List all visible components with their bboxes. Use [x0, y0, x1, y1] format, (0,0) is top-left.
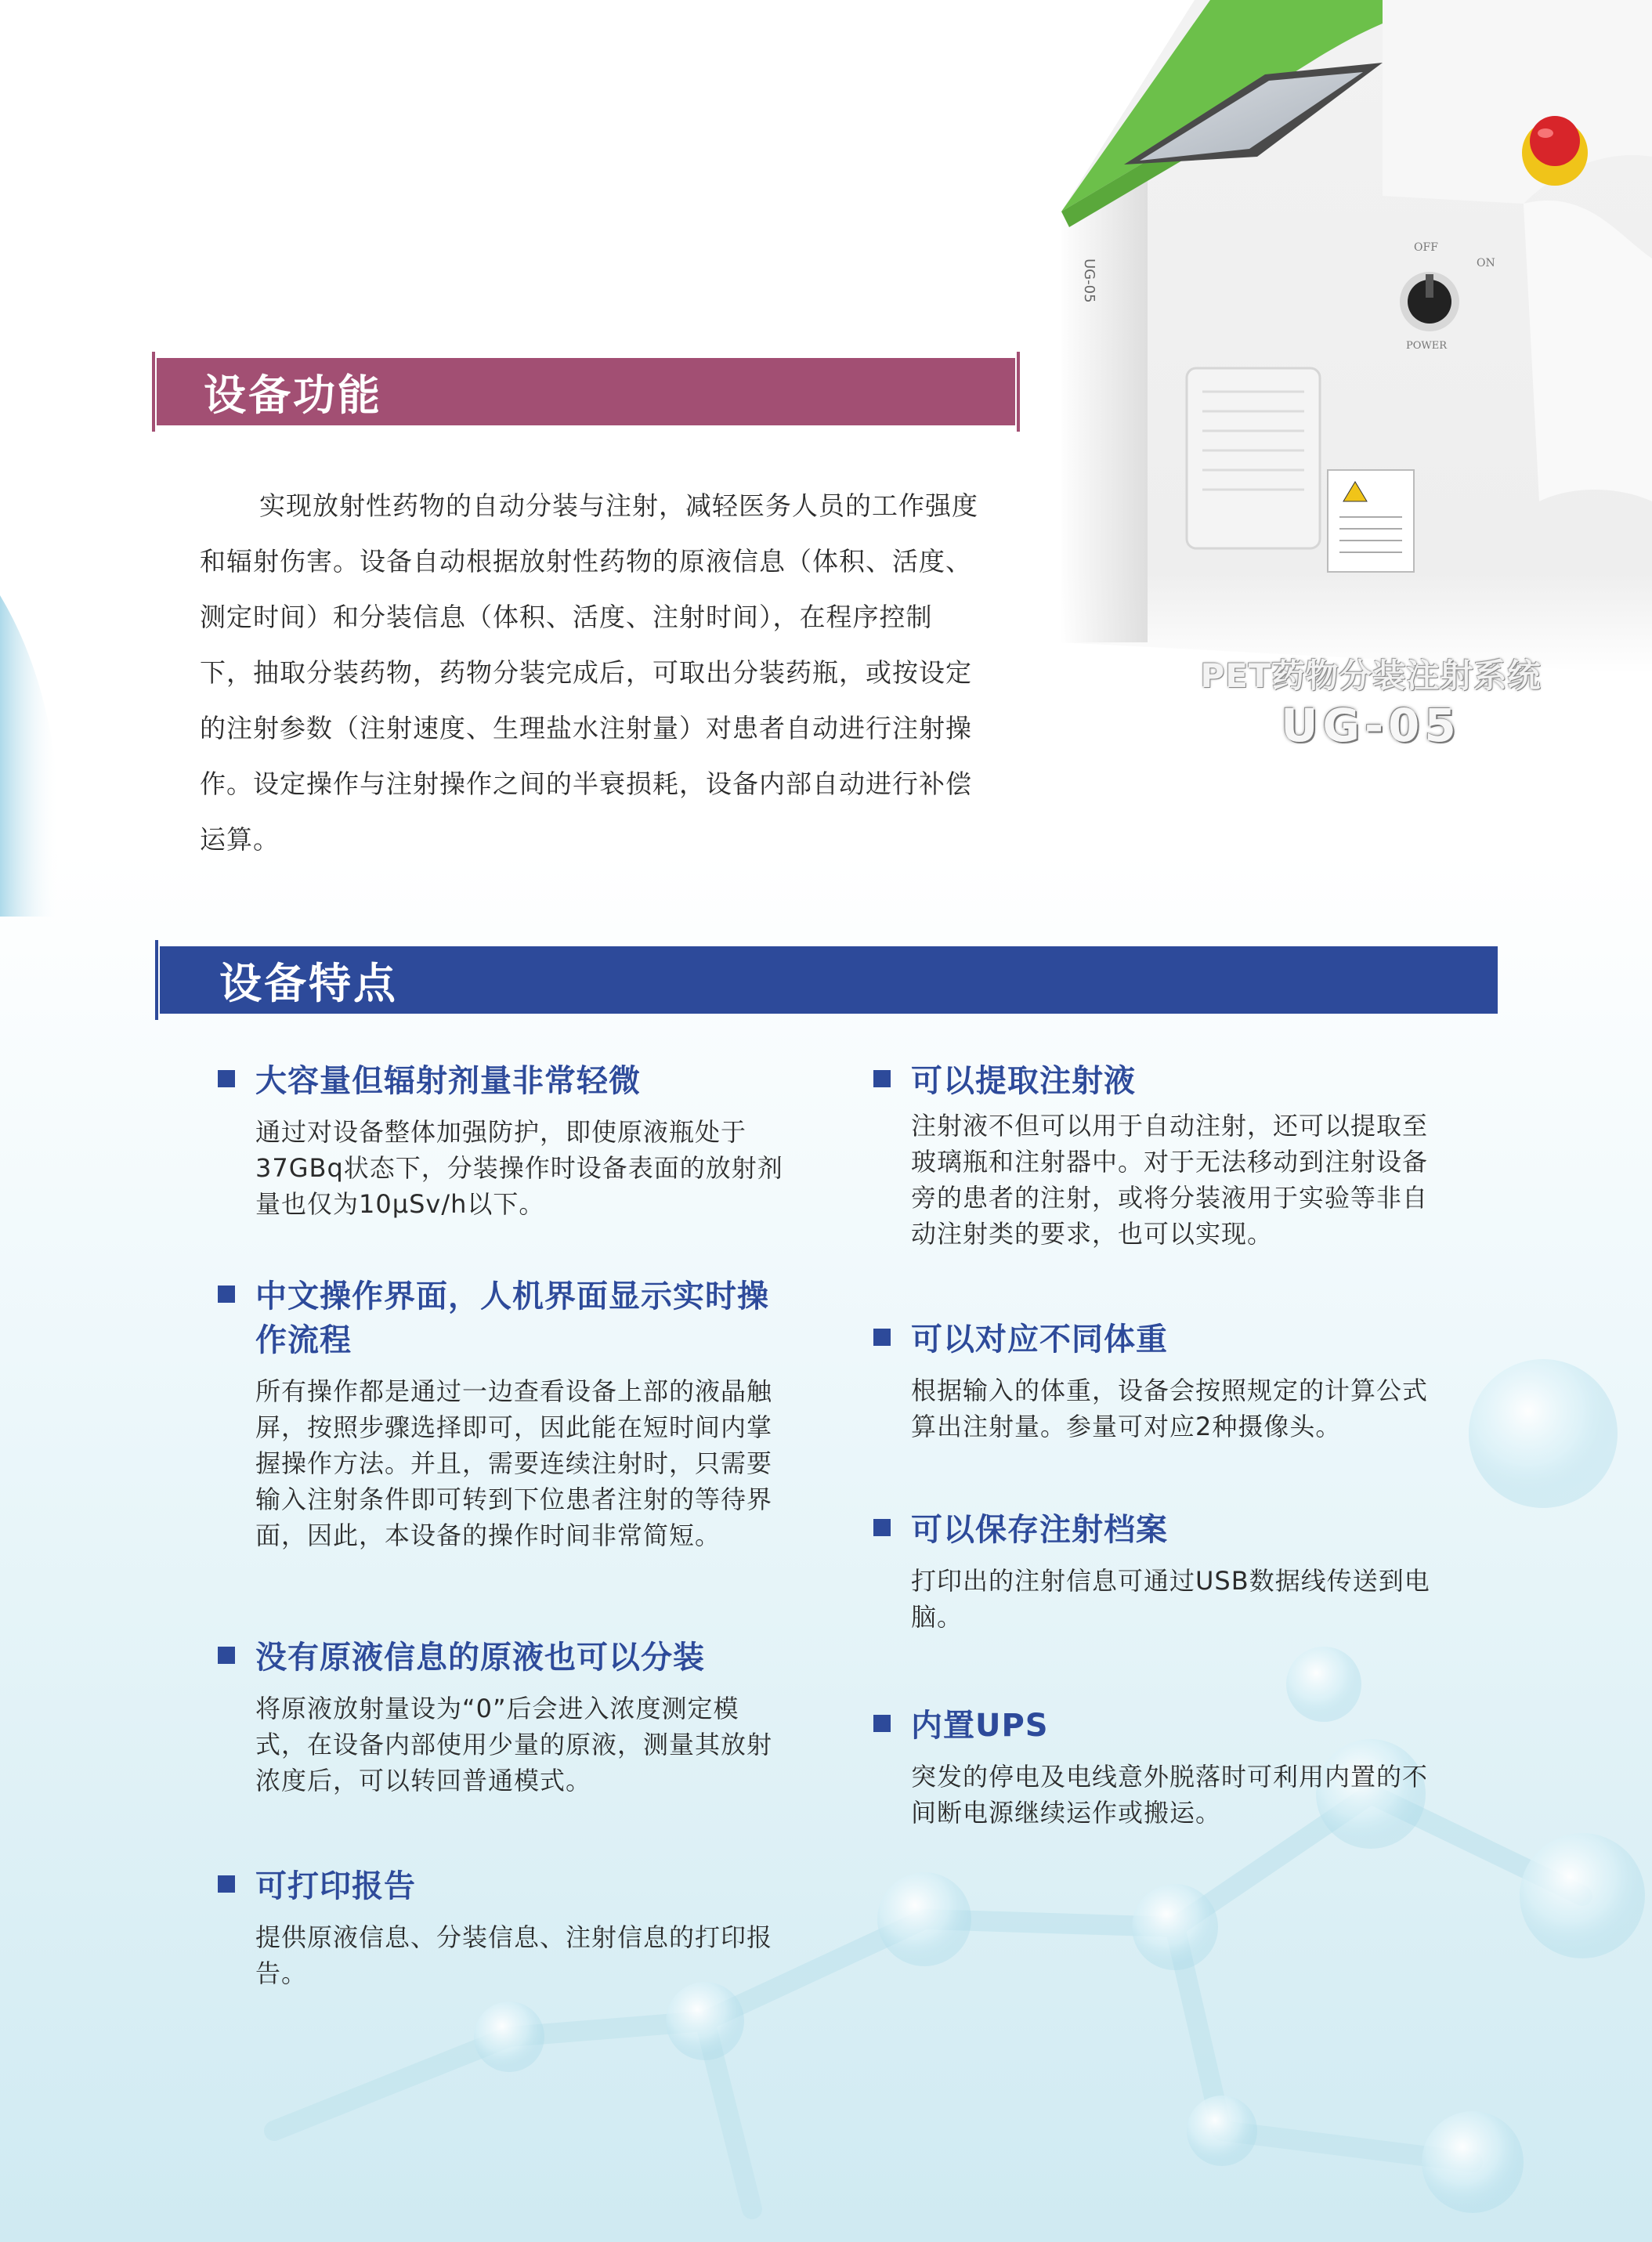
- feature-item: [873, 1704, 1469, 1831]
- feature-title: 没有原液信息的原液也可以分装: [255, 1640, 705, 1676]
- features-section-header: [160, 946, 1498, 1014]
- feature-title: 中文操作界面，人机界面显示实时操作流程: [255, 1278, 769, 1358]
- feature-title: 可以保存注射档案: [911, 1512, 1168, 1548]
- switch-on-label: ON: [1477, 257, 1495, 269]
- feature-title: 可以对应不同体重: [911, 1322, 1168, 1358]
- function-section-title: 设备功能: [204, 370, 382, 420]
- feature-item: [873, 1508, 1469, 1635]
- function-description: [200, 478, 983, 867]
- bullet-square-icon: [873, 1519, 891, 1536]
- side-model-label: UG-05: [1081, 259, 1097, 303]
- bullet-square-icon: [218, 1070, 235, 1087]
- feature-item: [218, 1059, 813, 1222]
- feature-item: [873, 1059, 1469, 1252]
- header-bracket-left: [155, 940, 158, 1020]
- feature-desc: 根据输入的体重，设备会按照规定的计算公式算出注射量。参量可对应2种摄像头。: [911, 1376, 1429, 1441]
- feature-desc: 注射液不但可以用于自动注射，还可以提取至玻璃瓶和注射器中。对于无法移动到注射设备旁的患者的注射，或将分装液用于实验等非自动注射类的要求，也可以实现。: [911, 1111, 1429, 1249]
- feature-title: 可打印报告: [255, 1868, 416, 1904]
- function-paragraph: 实现放射性药物的自动分装与注射，减轻医务人员的工作强度和辐射伤害。设备自动根据放射性药物的原液信息（体积、活度、测定时间）和分装信息（体积、活度、注射时间），在程序控制下，抽取分装药物，药物分装完成后，可取出分装药瓶，或按设定的注射参数（注射速度、生理盐水注射量）对患者自动进行注射操作。设定操作与注射操作之间的半衰损耗，设备内部自动进行补偿运算。: [200, 490, 978, 855]
- feature-title: 可以提取注射液: [911, 1063, 1136, 1099]
- bullet-square-icon: [218, 1875, 235, 1893]
- bullet-square-icon: [873, 1715, 891, 1732]
- feature-item: [218, 1864, 813, 1991]
- switch-power-label: POWER: [1406, 340, 1448, 352]
- function-section-header: [157, 358, 1015, 425]
- product-image: [1054, 0, 1652, 674]
- feature-desc: 打印出的注射信息可通过USB数据线传送到电脑。: [911, 1566, 1430, 1632]
- bullet-square-icon: [218, 1286, 235, 1303]
- bullet-square-icon: [873, 1329, 891, 1346]
- switch-off-label: OFF: [1414, 241, 1438, 254]
- features-section-title: 设备特点: [219, 958, 398, 1008]
- feature-desc: 通过对设备整体加强防护，即使原液瓶处于37GBq状态下，分装操作时设备表面的放射剂量也仅为10μSv/h以下。: [255, 1117, 783, 1219]
- bullet-square-icon: [218, 1647, 235, 1664]
- feature-item: [218, 1275, 813, 1553]
- product-caption-model: UG-05: [1281, 699, 1461, 752]
- bullet-square-icon: [873, 1070, 891, 1087]
- feature-title: 大容量但辐射剂量非常轻微: [255, 1063, 641, 1099]
- feature-title: 内置UPS: [911, 1708, 1049, 1744]
- feature-desc: 提供原液信息、分装信息、注射信息的打印报告。: [255, 1922, 773, 1988]
- feature-desc: 将原液放射量设为“0”后会进入浓度测定模式，在设备内部使用少量的原液，测量其放射浓度后，可以转回普通模式。: [255, 1694, 773, 1795]
- header-bracket-left: [152, 352, 155, 432]
- product-caption: [1175, 650, 1567, 752]
- feature-desc: 突发的停电及电线意外脱落时可利用内置的不间断电源继续运作或搬运。: [911, 1762, 1429, 1828]
- product-caption-title: PET药物分装注射系统: [1200, 656, 1542, 695]
- feature-item: [218, 1636, 813, 1799]
- header-bracket-right: [1017, 352, 1020, 432]
- feature-desc: 所有操作都是通过一边查看设备上部的液晶触屏，按照步骤选择即可，因此能在短时间内掌握操作方法。并且，需要连续注射时，只需要输入注射条件即可转到下位患者注射的等待界面，因此，本设备的操作时间非常简短。: [255, 1376, 773, 1550]
- feature-item: [873, 1318, 1469, 1445]
